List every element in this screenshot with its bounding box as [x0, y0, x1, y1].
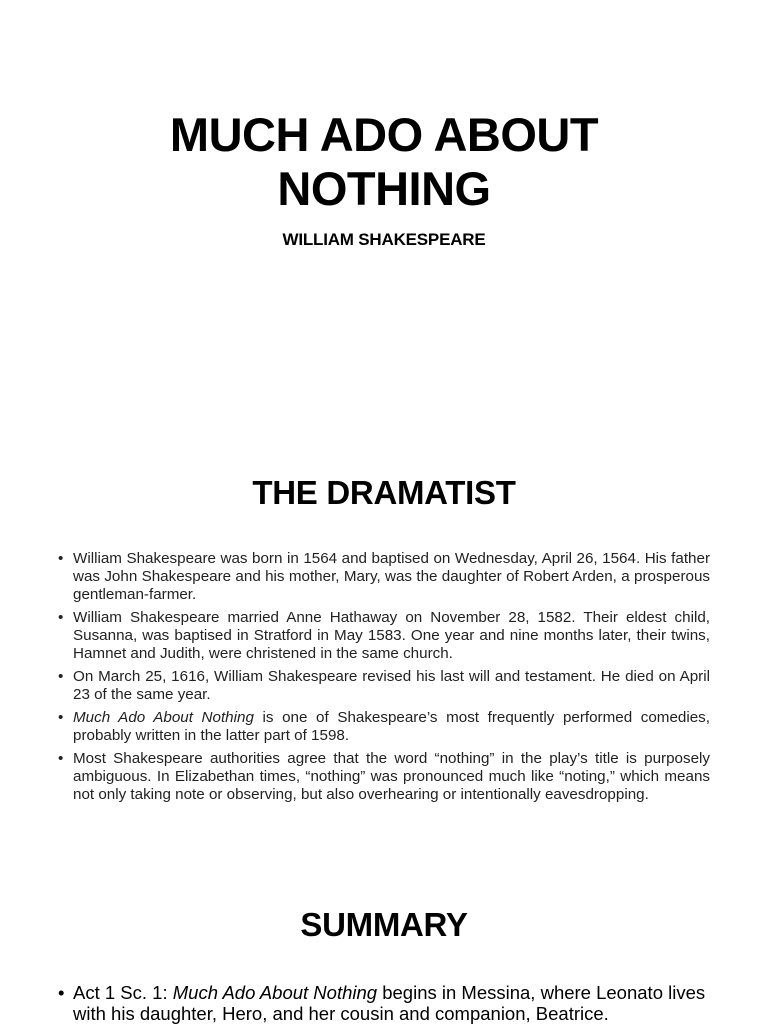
bullet-item [58, 668, 710, 704]
document-title [0, 108, 768, 216]
summary-bullet-list [58, 982, 710, 1024]
play-title-italic: Much Ado About Nothing [73, 709, 254, 726]
bullet-text: William Shakespeare was born in 1564 and baptised on Wednesday, April 26, 1564. His father was John Shakespeare and his mother, Mary, was the daughter of Robert Arden, a prosperous gentleman-farmer. [73, 550, 710, 603]
dramatist-bullet-list [58, 550, 710, 809]
bullet-item [58, 982, 710, 1024]
title-line-2: NOTHING [277, 162, 491, 215]
act-scene-label: Act 1 Sc. 1: [73, 982, 173, 1003]
bullet-text: is one of Shakespeare’s most frequently performed comedies, probably written in the latter part of 1598. [73, 709, 710, 744]
section-heading-summary: SUMMARY [300, 906, 468, 943]
title-line-1: MUCH ADO ABOUT [169, 108, 599, 161]
bullet-text: William Shakespeare married Anne Hathaway on November 28, 1582. Their eldest child, Susanna, was baptised in Stratford in May 1583. One year and nine months later, their twins, Hamnet and Judith, were christened in the same church. [73, 609, 710, 662]
author-name: WILLIAM SHAKESPEARE [282, 230, 486, 249]
play-title-italic: Much Ado About Nothing [172, 982, 378, 1003]
bullet-text: Most Shakespeare authorities agree that the word “nothing” in the play’s title is purposely ambiguous. In Elizabethan times, “nothing” was pronounced much like “noting,” which means not only taking note or observing, but also overhearing or intentionally eavesdropping. [73, 750, 710, 803]
title-block [0, 108, 768, 250]
bullet-text: On March 25, 1616, William Shakespeare revised his last will and testament. He died on April 23 of the same year. [73, 668, 710, 703]
bullet-text: begins in Messina, where Leonato lives with his daughter, Hero, and her cousin and companion, Beatrice. [73, 982, 706, 1024]
bullet-item [58, 609, 710, 663]
bullet-item [58, 550, 710, 604]
bullet-item [58, 709, 710, 745]
bullet-item [58, 750, 710, 804]
section-heading-dramatist: THE DRAMATIST [252, 474, 516, 511]
